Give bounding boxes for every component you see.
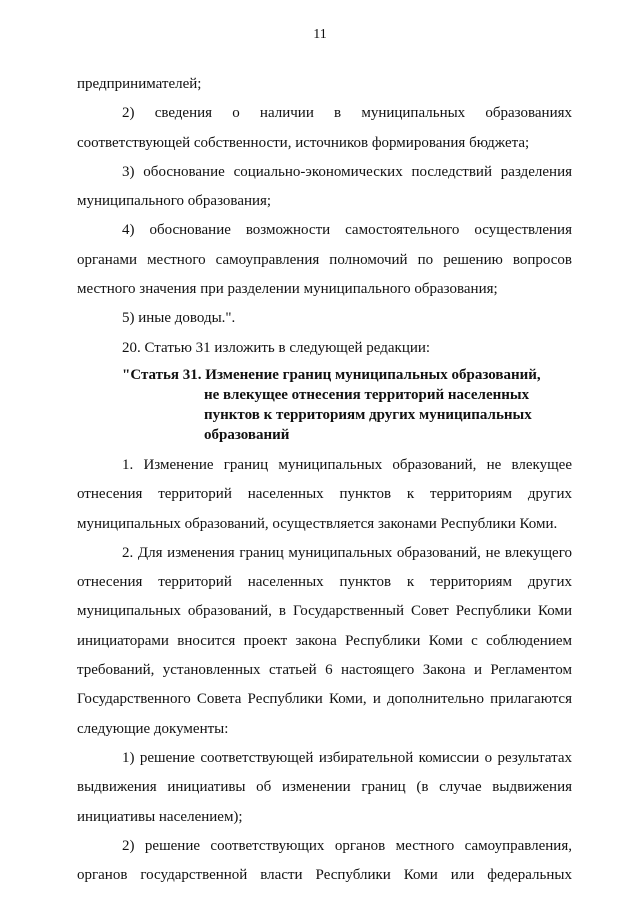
paragraph-continuation: предпринимателей;: [77, 76, 202, 92]
article-paragraph-2: 2. Для изменения границ муниципальных образований, не влекущего отнесения территорий населенных пунктов к территориям других муниципальных образований, в Государственный Совет Республики Коми инициаторами вносится проект закона Республики Коми с соблюдением требований, установленных статьей 6 настоящего Закона и Регламентом Государственного Совета Республики Коми, и дополнительно прилагаются следующие документы:: [77, 544, 572, 737]
list-item-2: 2) сведения о наличии в муниципальных образованиях соответствующей собственности, источников формирования бюджета;: [77, 105, 572, 151]
list-item-4: 4) обоснование возможности самостоятельного осуществления органами местного самоуправления полномочий по решению вопросов местного значения при разделении муниципального образования;: [77, 222, 572, 298]
article-heading-line: пунктов к территориям других муниципальных: [204, 406, 532, 423]
article-heading-line: "Статья 31. Изменение границ муниципальных образований,: [122, 366, 541, 383]
amendment-item-20: 20. Статью 31 изложить в следующей редакции:: [122, 339, 431, 356]
article-heading: [77, 365, 572, 445]
list-item-5: 5) иные доводы.".: [122, 310, 236, 327]
article-heading-line: не влекущее отнесения территорий населенных: [204, 386, 530, 403]
document-body: [77, 70, 572, 890]
article-subitem-1: 1) решение соответствующей избирательной комиссии о результатах выдвижения инициативы об изменении границ (в случае выдвижения инициативы населением);: [77, 749, 572, 825]
list-item-3: 3) обоснование социально-экономических последствий разделения муниципального образования;: [77, 163, 572, 210]
page-number: 11: [313, 27, 327, 42]
article-heading-line: образований: [204, 426, 290, 443]
article-paragraph-1: 1. Изменение границ муниципальных образований, не влекущее отнесения территорий населенных пунктов к территориям других муниципальных образований, осуществляется законами Республики Коми.: [77, 456, 572, 532]
article-subitem-2: 2) решение соответствующих органов местного самоуправления, органов государственной власти Республики Коми или федеральных: [77, 837, 572, 884]
